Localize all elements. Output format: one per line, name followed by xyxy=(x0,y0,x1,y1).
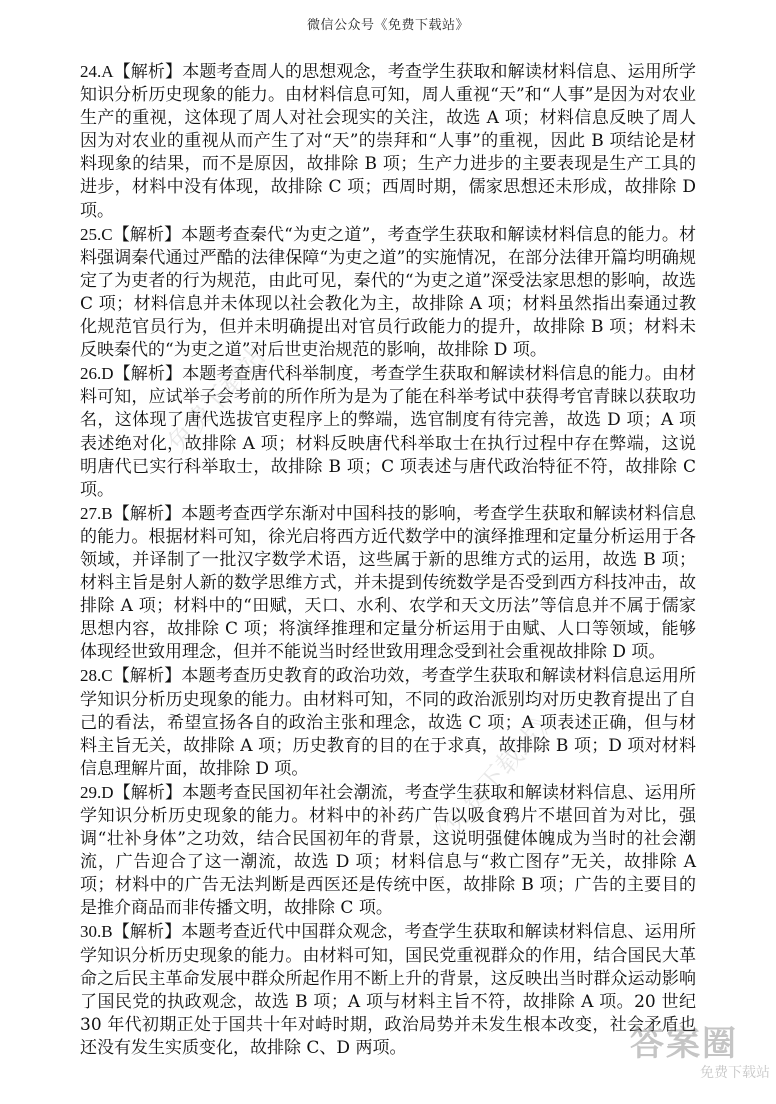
answer-number: 29.D xyxy=(80,782,114,802)
answer-number: 30.B xyxy=(80,922,113,942)
corner-logo xyxy=(630,1024,770,1094)
answer-item xyxy=(80,362,696,502)
header-source: 微信公众号《免费下载站》 xyxy=(306,18,469,33)
answer-text: 【解析】本题考查近代中国群众观念，考查学生获取和解读材料信息、运用所学知识分析历史现象的能力。由材料可知，国民党重视群众的作用，结合国民大革命之后民主革命发展中群众所起作用不断上升的背景，这反映出当时群众运动影响了国民党的执政观念，故选 B 项；A 项与材料主旨不符，故排除 A 项。20 世纪 30 年代初期正处于国共十年对峙时期，政治局势并未发生根本改变，社会矛盾也还没有发生实质变化，故排除 C、D 两项。 xyxy=(80,922,696,1058)
answer-number: 25.C xyxy=(80,224,113,244)
answer-text: 【解析】本题考查民国初年社会潮流，考查学生获取和解读材料信息、运用所学知识分析历史现象的能力。材料中的补药广告以吸食鸦片不堪回首为对比，强调“壮补身体”之功效，结合民国初年的背景，这说明强健体魄成为当时的社会潮流，广告迎合了这一潮流，故选 D 项；材料信息与“救亡图存”无关，故排除 A 项；材料中的广告无法判断是西医还是传统中医，故排除 B 项；广告的主要目的是推介商品而非传播文明，故排除 C 项。 xyxy=(80,782,696,919)
answer-item xyxy=(80,223,696,363)
answer-number: 26.D xyxy=(80,364,114,384)
page-header xyxy=(0,14,776,33)
answer-text: 【解析】本题考查历史教育的政治功效，考查学生获取和解读材料信息运用所学知识分析历史现象的能力。由材料可知，不同的政治派别均对历史教育提出了自己的看法，希望宣扬各自的政治主张和理念，故选 C 项；A 项表述正确，但与材料主旨无关，故排除 A 项；历史教育的目的在于求真，故排除 B 项；D 项对材料信息理解片面，故排除 D 项。 xyxy=(80,666,696,779)
logo-main-text: 答案圈 xyxy=(630,1024,738,1064)
answer-text: 【解析】本题考查西学东渐对中国科技的影响，考查学生获取和解读材料信息的能力。根据材料可知，徐光启将西方近代数学中的演绎推理和定量分析运用于各领域，并译制了一批汉字数学术语，这些属于新的思维方式的运用，故选 B 项；材料主旨是射人新的数学思维方式，并未提到传统数学是否受到西方科技冲击，故排除 A 项；材料中的“田赋，天口、水利、农学和天文历法”等信息并不属于儒家思想内容，故排除 C 项；将演绎推理和定量分析运用于由赋、人口等领域，能够体现经世致用理念，但并不能说当时经世致用理念受到社会重视故排除 D 项。 xyxy=(80,503,696,663)
answer-number: 24.A xyxy=(80,62,114,81)
watermark: 免费下载站 xyxy=(162,341,272,459)
answer-item xyxy=(80,60,696,223)
answer-text: 【解析】本题考查唐代科举制度，考查学生获取和解读材料信息的能力。由材料可知，应试举子会考前的所作所为是为了能在科举考试中获得考官青睐以获取功名，这体现了唐代选拔官吏程序上的弊端，选官制度有待完善，故选 D 项；A 项表述绝对化，故排除 A 项；材料反映唐代科举取士在执行过程中存在弊端，这说明唐代已实行科举取士，故排除 B 项；C 项表述与唐代政治特征不符，故排除 C 项。 xyxy=(80,364,696,500)
answer-list xyxy=(80,60,696,1060)
answer-item xyxy=(80,664,696,780)
answer-number: 27.B xyxy=(80,503,113,523)
watermark: 《免费下载站》 xyxy=(420,702,565,858)
answer-number: 28.C xyxy=(80,666,113,686)
logo-sub-text: 免费下载站 xyxy=(700,1065,770,1081)
answer-item xyxy=(80,502,696,665)
answer-item xyxy=(80,781,696,921)
answer-text: 【解析】本题考查周人的思想观念，考查学生获取和解读材料信息、运用所学知识分析历史现象的能力。由材料信息可知，周人重视“天”和“人事”是因为对农业生产的重视，这体现了周人对社会现实的关注，故选 A 项；材料信息反映了周人因为对农业的重视从而产生了对“天”的崇拜和“人事”的重视，因此 B 项结论是材料现象的结果，而不是原因，故排除 B 项；生产力进步的主要表现是生产工具的进步，材料中没有体现，故排除 C 项；西周时期，儒家思想还未形成，故排除 D 项。 xyxy=(80,62,697,221)
answer-text: 【解析】本题考查秦代“为吏之道”，考查学生获取和解读材料信息的能力。材料强调秦代通过严酷的法律保障“为吏之道”的实施情况，在部分法律开篇均明确规定了为吏者的行为规范，由此可见，秦代的“为吏之道”深受法家思想的影响，故选 C 项；材料信息并未体现以社会教化为主，故排除 A 项；材料虽然指出秦通过教化规范官员行为，但并未明确提出对官员行政能力的提升，故排除 B 项；材料未反映秦代的“为吏之道”对后世吏治规范的影响，故排除 D 项。 xyxy=(80,224,696,361)
answer-item xyxy=(80,920,696,1060)
